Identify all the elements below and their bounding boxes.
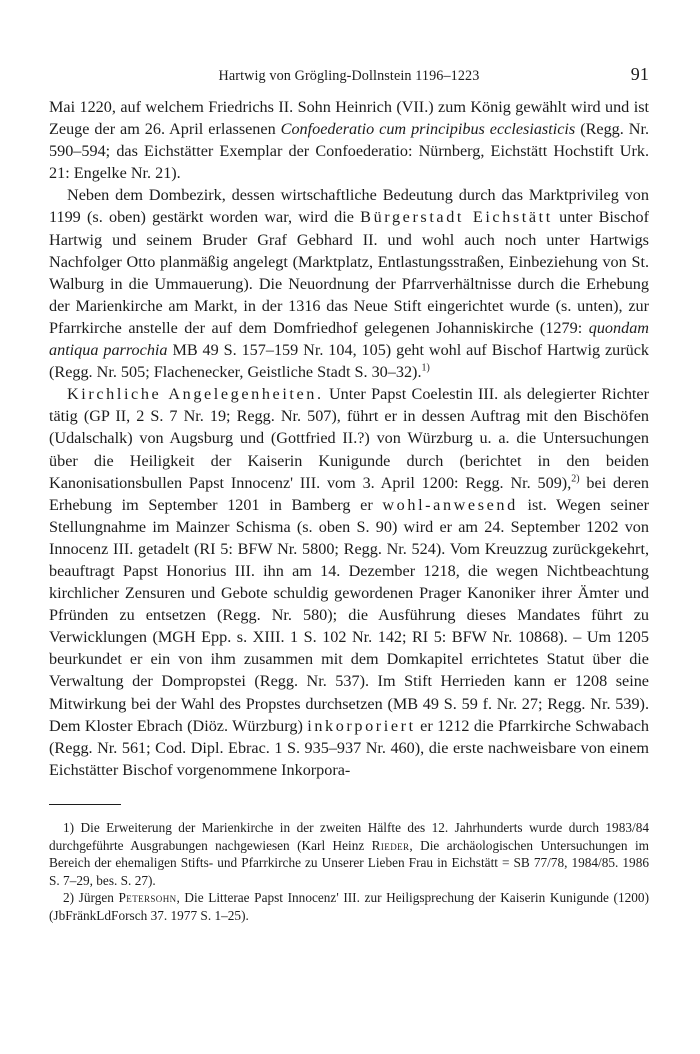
- text-run: Die Erweiterung der Marienkirche in der zweiten Hälfte des 12. Jahrhunderts wurde durch 1983/84 durchgeführte Ausgrabungen nachgewiesen (Karl Heinz: [49, 819, 649, 853]
- footnote-marker: 2): [571, 473, 580, 485]
- footnote-separator: [49, 804, 121, 805]
- text-run: Unter Papst Coelestin III. als delegierter Richter tätig (GP II, 2 S. 7 Nr. 19; Regg. Nr. 507), führt er in dessen Auftrag mit den Bischöfen (Udalschalk) von Augsburg und (Gottfried II.?) von Würzburg u. a. die Untersuchungen über die Heiligkeit der Kaiserin Kunigunde durch (berichtet in den beiden Kanonisationsbullen Papst Innocenz' III. vom 3. April 1200: Regg. Nr. 509),: [49, 385, 649, 492]
- paragraph-buergerstadt: [49, 184, 649, 383]
- footnote-marker: 1): [421, 362, 430, 374]
- footnote-2: [49, 889, 649, 924]
- footnote-1: [49, 819, 649, 889]
- running-header: [49, 66, 649, 96]
- spaced-emphasis: wohl-anwesend: [382, 495, 518, 514]
- text-run: , Die archäologischen Untersuchungen im Bereich der ehemaligen Stifts- und Pfarrkirche zu Unserer Lieben Frau in Eichstätt = SB 77/78, 1984/85. 1986 S. 7–29, bes. S. 27).: [49, 837, 649, 888]
- section-heading-inline: Kirchliche Angelegenheiten.: [67, 385, 324, 404]
- text-run: Mai 1220, auf welchem Friedrichs II. Sohn Heinrich (VII.) zum König gewählt wird und ist Zeuge der am 26. April erlassenen: [49, 98, 649, 139]
- author-name: Petersohn: [118, 890, 177, 906]
- spaced-emphasis: inkorporiert: [307, 716, 416, 735]
- book-page: [49, 66, 649, 924]
- italic-quote: quondam antiqua parrochia: [49, 318, 649, 360]
- spaced-emphasis: Bürgerstadt Eichstätt: [360, 208, 553, 227]
- text-run: er 1212 die Pfarrkirche Schwabach (Regg. Nr. 561; Cod. Dipl. Ebrac. 1 S. 935–937 Nr. 460), die erste nachweisbare von einem Eichstätter Bischof vorgenommene Inkorpora-: [49, 716, 649, 779]
- text-run: unter Bischof Hartwig und seinem Bruder Graf Gebhard II. und wohl auch noch unter Hartwigs Nachfolger Otto planmäßig angelegt (Marktplatz, Entlastungsstraßen, Einbeziehung von St. Walburg in die Ummauerung). Die Neuordnung der Pfarrverhältnisse durch die Erhebung der Marienkirche am Markt, in der 1316 das Neue Stift eingerichtet wurde (s. unten), zur Pfarrkirche anstelle der auf dem Domfriedhof gelegenen Johanniskirche (1279:: [49, 208, 649, 337]
- text-run: ist. Wegen seiner Stellungnahme im Mainzer Schisma (s. oben S. 90) wird er am 24. September 1202 von Innocenz III. getadelt (RI 5: BFW Nr. 5800; Regg. Nr. 524). Vom Kreuzzug zurückgekehrt, beauftragt Papst Honorius III. ihn am 14. Dezember 1218, die wegen Nichtbeachtung kirchlicher Zensuren und Gebote schuldig gewordenen Prager Kanoniker ihrer Ämter und Pfründen zu entsetzen (Regg. Nr. 580); die Ausführung dieses Mandates führt zu Verwicklungen (MGH Epp. s. XIII. 1 S. 102 Nr. 142; RI 5: BFW Nr. 10868). – Um 1205 beurkundet er ein von ihm zusammen mit dem Domkapitel errichtetes Statut über die Verwaltung der Dompropstei (Regg. Nr. 537). Im Stift Herrieden kann er 1208 seine Mitwirkung bei der Wahl des Propstes durchsetzen (MB 49 S. 59 f. Nr. 27; Regg. Nr. 539). Dem Kloster Ebrach (Diöz. Würzburg): [49, 495, 649, 735]
- page-number: 91: [630, 64, 649, 84]
- paragraph-confoederatio: [49, 96, 649, 184]
- author-name: Rieder: [371, 837, 410, 853]
- footnote-mark: 1): [63, 819, 75, 835]
- text-run: Jürgen: [74, 890, 119, 906]
- text-run: , Die Litterae Papst Innocenz' III. zur Heiligsprechung der Kaiserin Kunigunde (1200) (JbFränkLdForsch 37. 1977 S. 1–25).: [49, 890, 649, 923]
- text-run: Neben dem Dombezirk, dessen wirtschaftliche Bedeutung durch das Marktprivileg von 1199 (s. oben) gestärkt worden war, wird die: [49, 186, 649, 227]
- running-title: Hartwig von Grögling-Dollnstein 1196–1223: [218, 68, 480, 84]
- italic-term: Confoederatio cum principibus ecclesiasticis: [280, 120, 576, 139]
- text-run: MB 49 S. 157–159 Nr. 104, 105) geht wohl auf Bischof Hartwig zurück (Regg. Nr. 505; Flachenecker, Geistliche Stadt S. 30–32).: [49, 341, 649, 382]
- footnote-mark: 2): [63, 890, 75, 906]
- footnotes: [49, 819, 649, 925]
- main-text: [49, 96, 649, 781]
- text-run: (Regg. Nr. 590–594; das Eichstätter Exemplar der Confoederatio: Nürnberg, Eichstätt Hochstift Urk. 21: Engelke Nr. 21).: [49, 120, 650, 183]
- text-run: bei deren Erhebung im September 1201 in Bamberg er: [49, 473, 649, 514]
- paragraph-kirchliche-angelegenheiten: [49, 383, 649, 781]
